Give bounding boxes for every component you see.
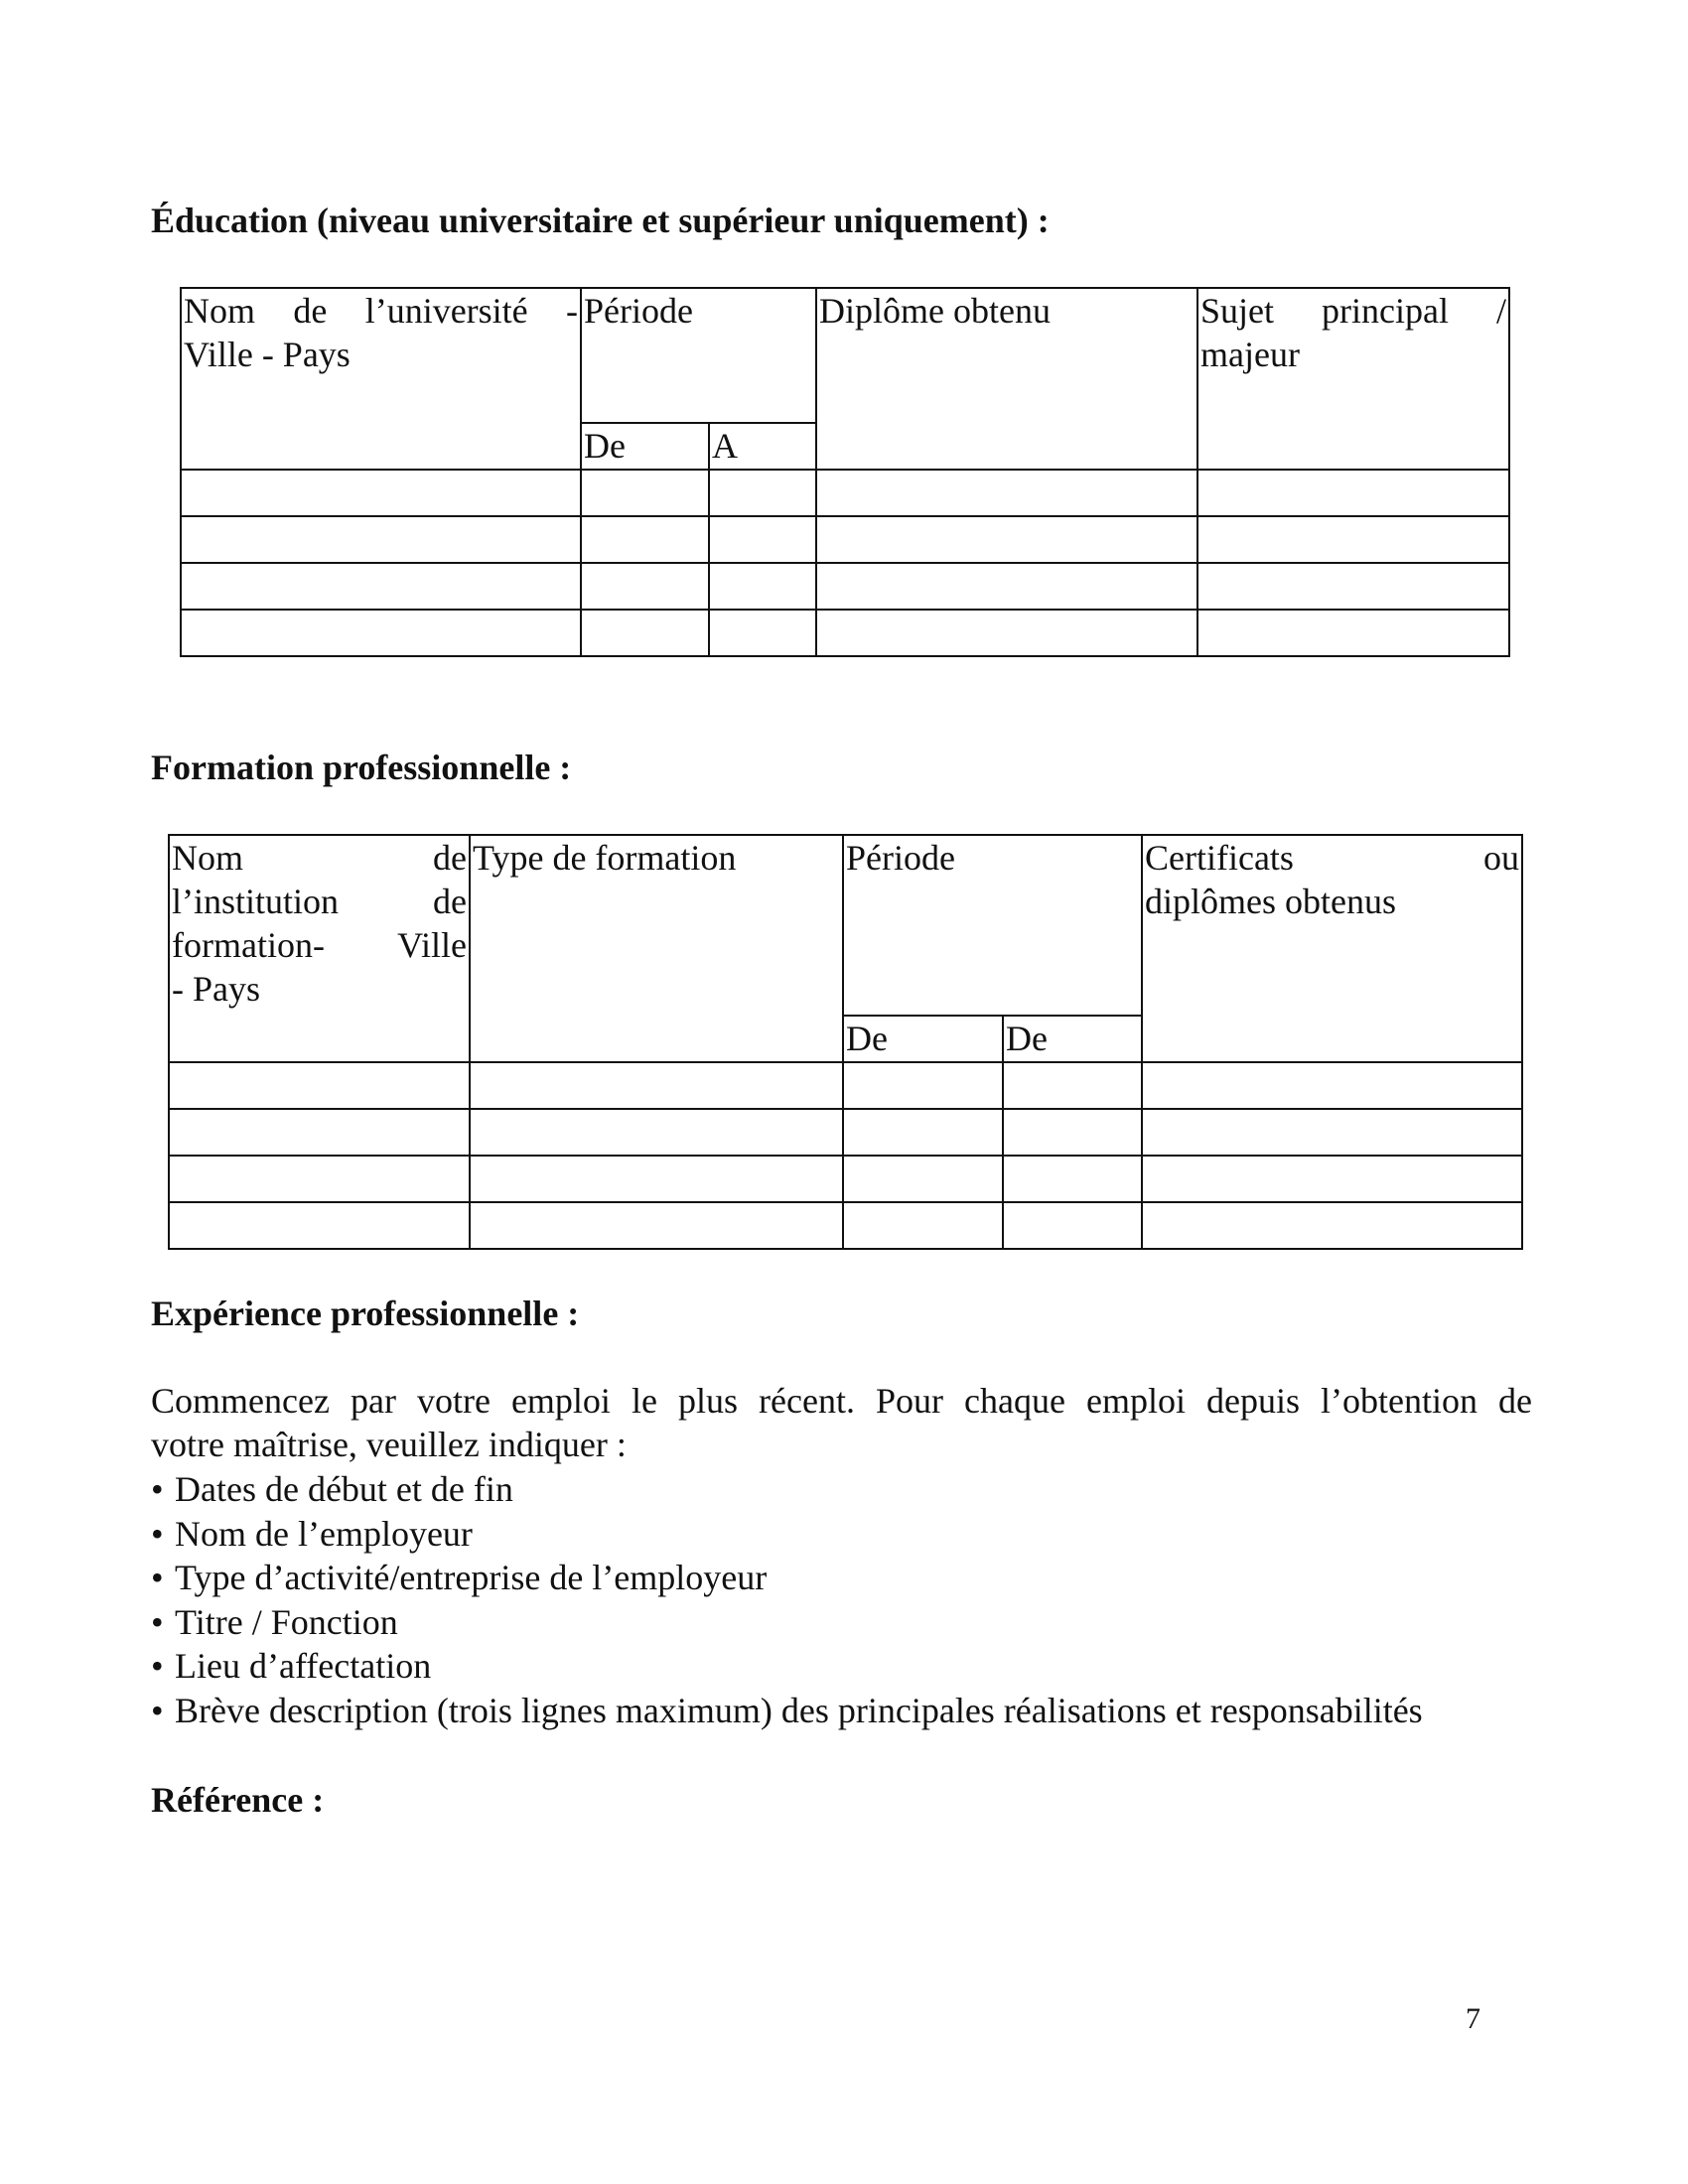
period-header: Période [581,288,816,423]
table-cell[interactable] [181,470,581,516]
table-row [169,1156,1522,1202]
table-row [181,610,1509,656]
table-cell[interactable] [470,1202,843,1249]
table-cell[interactable] [1142,1109,1522,1156]
table-cell[interactable] [1197,563,1509,610]
table-cell[interactable] [816,516,1197,563]
from-header: De [843,1016,1003,1062]
degree-header: Diplôme obtenu [816,288,1197,470]
education-heading: Éducation (niveau universitaire et supérieur uniquement) : [151,201,1050,240]
reference-heading: Référence : [151,1780,325,1820]
table-row [181,563,1509,610]
table-row [169,1109,1522,1156]
list-item-text: Titre / Fonction [175,1601,398,1642]
table-cell[interactable] [816,610,1197,656]
table-cell[interactable] [181,610,581,656]
subject-header-line1: Sujet principal / [1200,291,1506,331]
table-cell[interactable] [470,1109,843,1156]
bullet-icon: • [151,1646,164,1686]
table-cell[interactable] [1003,1202,1142,1249]
from-header: De [581,423,709,470]
table-cell[interactable] [709,516,816,563]
table-cell[interactable] [581,563,709,610]
institution-header-line3: formation- Ville [172,925,467,965]
table-cell[interactable] [709,610,816,656]
certificates-header-line2: diplômes obtenus [1145,882,1396,921]
table-cell[interactable] [1003,1109,1142,1156]
table-cell[interactable] [169,1202,470,1249]
table-cell[interactable] [581,610,709,656]
list-item [151,1556,1541,1600]
table-cell[interactable] [1197,610,1509,656]
table-cell[interactable] [1142,1202,1522,1249]
table-cell[interactable] [843,1109,1003,1156]
subject-header [1197,288,1509,470]
table-cell[interactable] [816,470,1197,516]
training-table [168,834,1523,1250]
table-cell[interactable] [181,563,581,610]
table-cell[interactable] [709,470,816,516]
subject-header-line2: majeur [1200,335,1300,374]
list-item [151,1644,1541,1689]
table-cell[interactable] [181,516,581,563]
table-cell[interactable] [843,1202,1003,1249]
training-heading: Formation professionnelle : [151,748,572,787]
certificates-header [1142,835,1522,1062]
table-cell[interactable] [843,1062,1003,1109]
period-header: Période [843,835,1142,1016]
table-cell[interactable] [843,1156,1003,1202]
bullet-icon: • [151,1513,164,1554]
table-cell[interactable] [1003,1062,1142,1109]
experience-heading: Expérience professionnelle : [151,1294,580,1333]
list-item-text: Brève description (trois lignes maximum) des principales réalisations et responsabilités [175,1690,1423,1730]
table-cell[interactable] [1003,1156,1142,1202]
table-cell[interactable] [1197,470,1509,516]
bullet-icon: • [151,1558,164,1597]
bullet-icon: • [151,1469,164,1509]
list-item-text: Nom de l’employeur [175,1513,473,1554]
university-header-line2: Ville - Pays [184,335,351,374]
institution-header-line1: Nom de [172,838,467,878]
institution-header [169,835,470,1062]
table-cell[interactable] [169,1109,470,1156]
table-row [169,1202,1522,1249]
to-header: De [1003,1016,1142,1062]
experience-intro-line1: Commencez par votre emploi le plus récent. Pour chaque emploi depuis l’obtention de [151,1381,1532,1421]
training-type-header: Type de formation [470,835,843,1062]
institution-header-line2: l’institution de [172,882,467,921]
list-item [151,1600,1541,1645]
table-cell[interactable] [709,563,816,610]
experience-intro-line2: votre maîtrise, veuillez indiquer : [151,1425,627,1464]
education-table [180,287,1510,657]
list-item [151,1689,1541,1733]
table-row [181,470,1509,516]
table-cell[interactable] [581,516,709,563]
bullet-icon: • [151,1601,164,1642]
table-cell[interactable] [581,470,709,516]
university-header-line1: Nom de l’université - [184,291,578,331]
table-row [181,516,1509,563]
bullet-icon: • [151,1690,164,1730]
list-item-text: Type d’activité/entreprise de l’employeur [175,1558,768,1597]
table-cell[interactable] [470,1062,843,1109]
table-cell[interactable] [816,563,1197,610]
list-item [151,1512,1541,1557]
certificates-header-line1: Certificats ou [1145,838,1519,878]
list-item-text: Dates de début et de fin [175,1469,513,1509]
institution-header-line4: - Pays [172,969,260,1009]
table-cell[interactable] [169,1156,470,1202]
table-cell[interactable] [470,1156,843,1202]
to-header: A [709,423,816,470]
page-number: 7 [1466,2002,1480,2035]
experience-bullet-list [151,1467,1541,1732]
university-header [181,288,581,470]
table-cell[interactable] [1142,1156,1522,1202]
table-cell[interactable] [1197,516,1509,563]
table-cell[interactable] [169,1062,470,1109]
table-cell[interactable] [1142,1062,1522,1109]
list-item-text: Lieu d’affectation [175,1646,432,1686]
table-row [169,1062,1522,1109]
list-item [151,1467,1541,1512]
